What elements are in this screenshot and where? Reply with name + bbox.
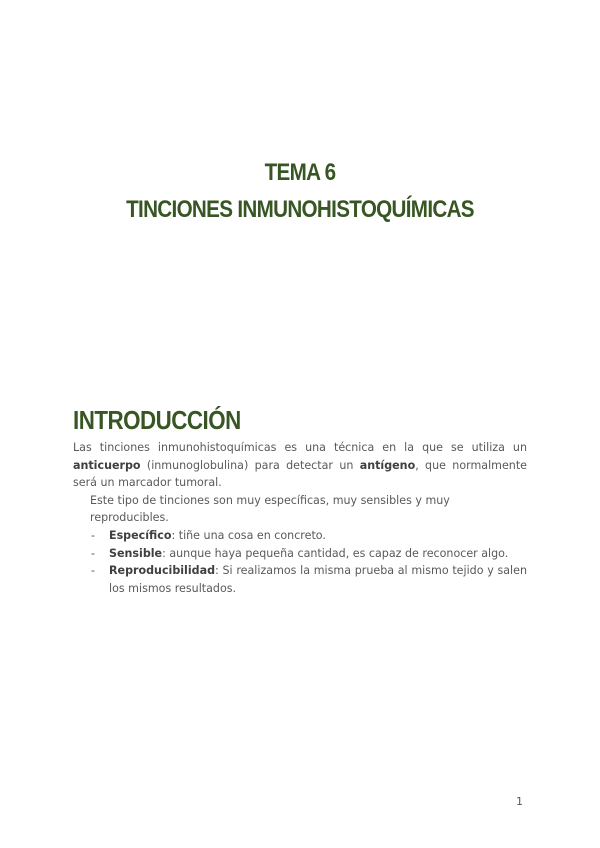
list-item <box>73 527 527 545</box>
intro-paragraph <box>73 439 527 492</box>
term-antigeno: antígeno <box>359 458 416 472</box>
list-term: Específico <box>109 528 172 542</box>
list-item <box>73 545 527 563</box>
list-bullet: - <box>91 528 96 542</box>
term-anticuerpo: anticuerpo <box>73 458 141 472</box>
title-line-1: TEMA 6 <box>264 159 336 186</box>
intro-text-2: (inmunoglobulina) para detectar un <box>140 458 360 472</box>
second-paragraph: Este tipo de tinciones son muy específicas, muy sensibles y muy reproducibles. <box>90 493 450 525</box>
intro-text-1: Las tinciones inmunohistoquímicas es una técnica en la que se utiliza un <box>73 441 527 454</box>
list-text: : Si realizamos la misma prueba al mismo tejido y salen los mismos resultados. <box>109 564 527 595</box>
properties-list <box>73 527 527 597</box>
list-item <box>73 562 527 597</box>
list-term: Sensible <box>109 546 163 560</box>
list-text: : aunque haya pequeña cantidad, es capaz de reconocer algo. <box>162 546 509 560</box>
title-line-2: TINCIONES INMUNOHISTOQUÍMICAS <box>126 196 474 223</box>
list-term: Reproducibilidad <box>109 564 216 578</box>
section-body <box>73 439 527 597</box>
list-bullet: - <box>91 564 96 578</box>
list-text: : tiñe una cosa en concreto. <box>171 528 326 542</box>
document-title <box>42 154 558 228</box>
list-bullet: - <box>91 546 96 560</box>
intro-text-3: , que normalmente será un marcador tumoral. <box>73 458 528 490</box>
section-heading: INTRODUCCIÓN <box>73 405 241 435</box>
page-number: 1 <box>516 795 523 808</box>
